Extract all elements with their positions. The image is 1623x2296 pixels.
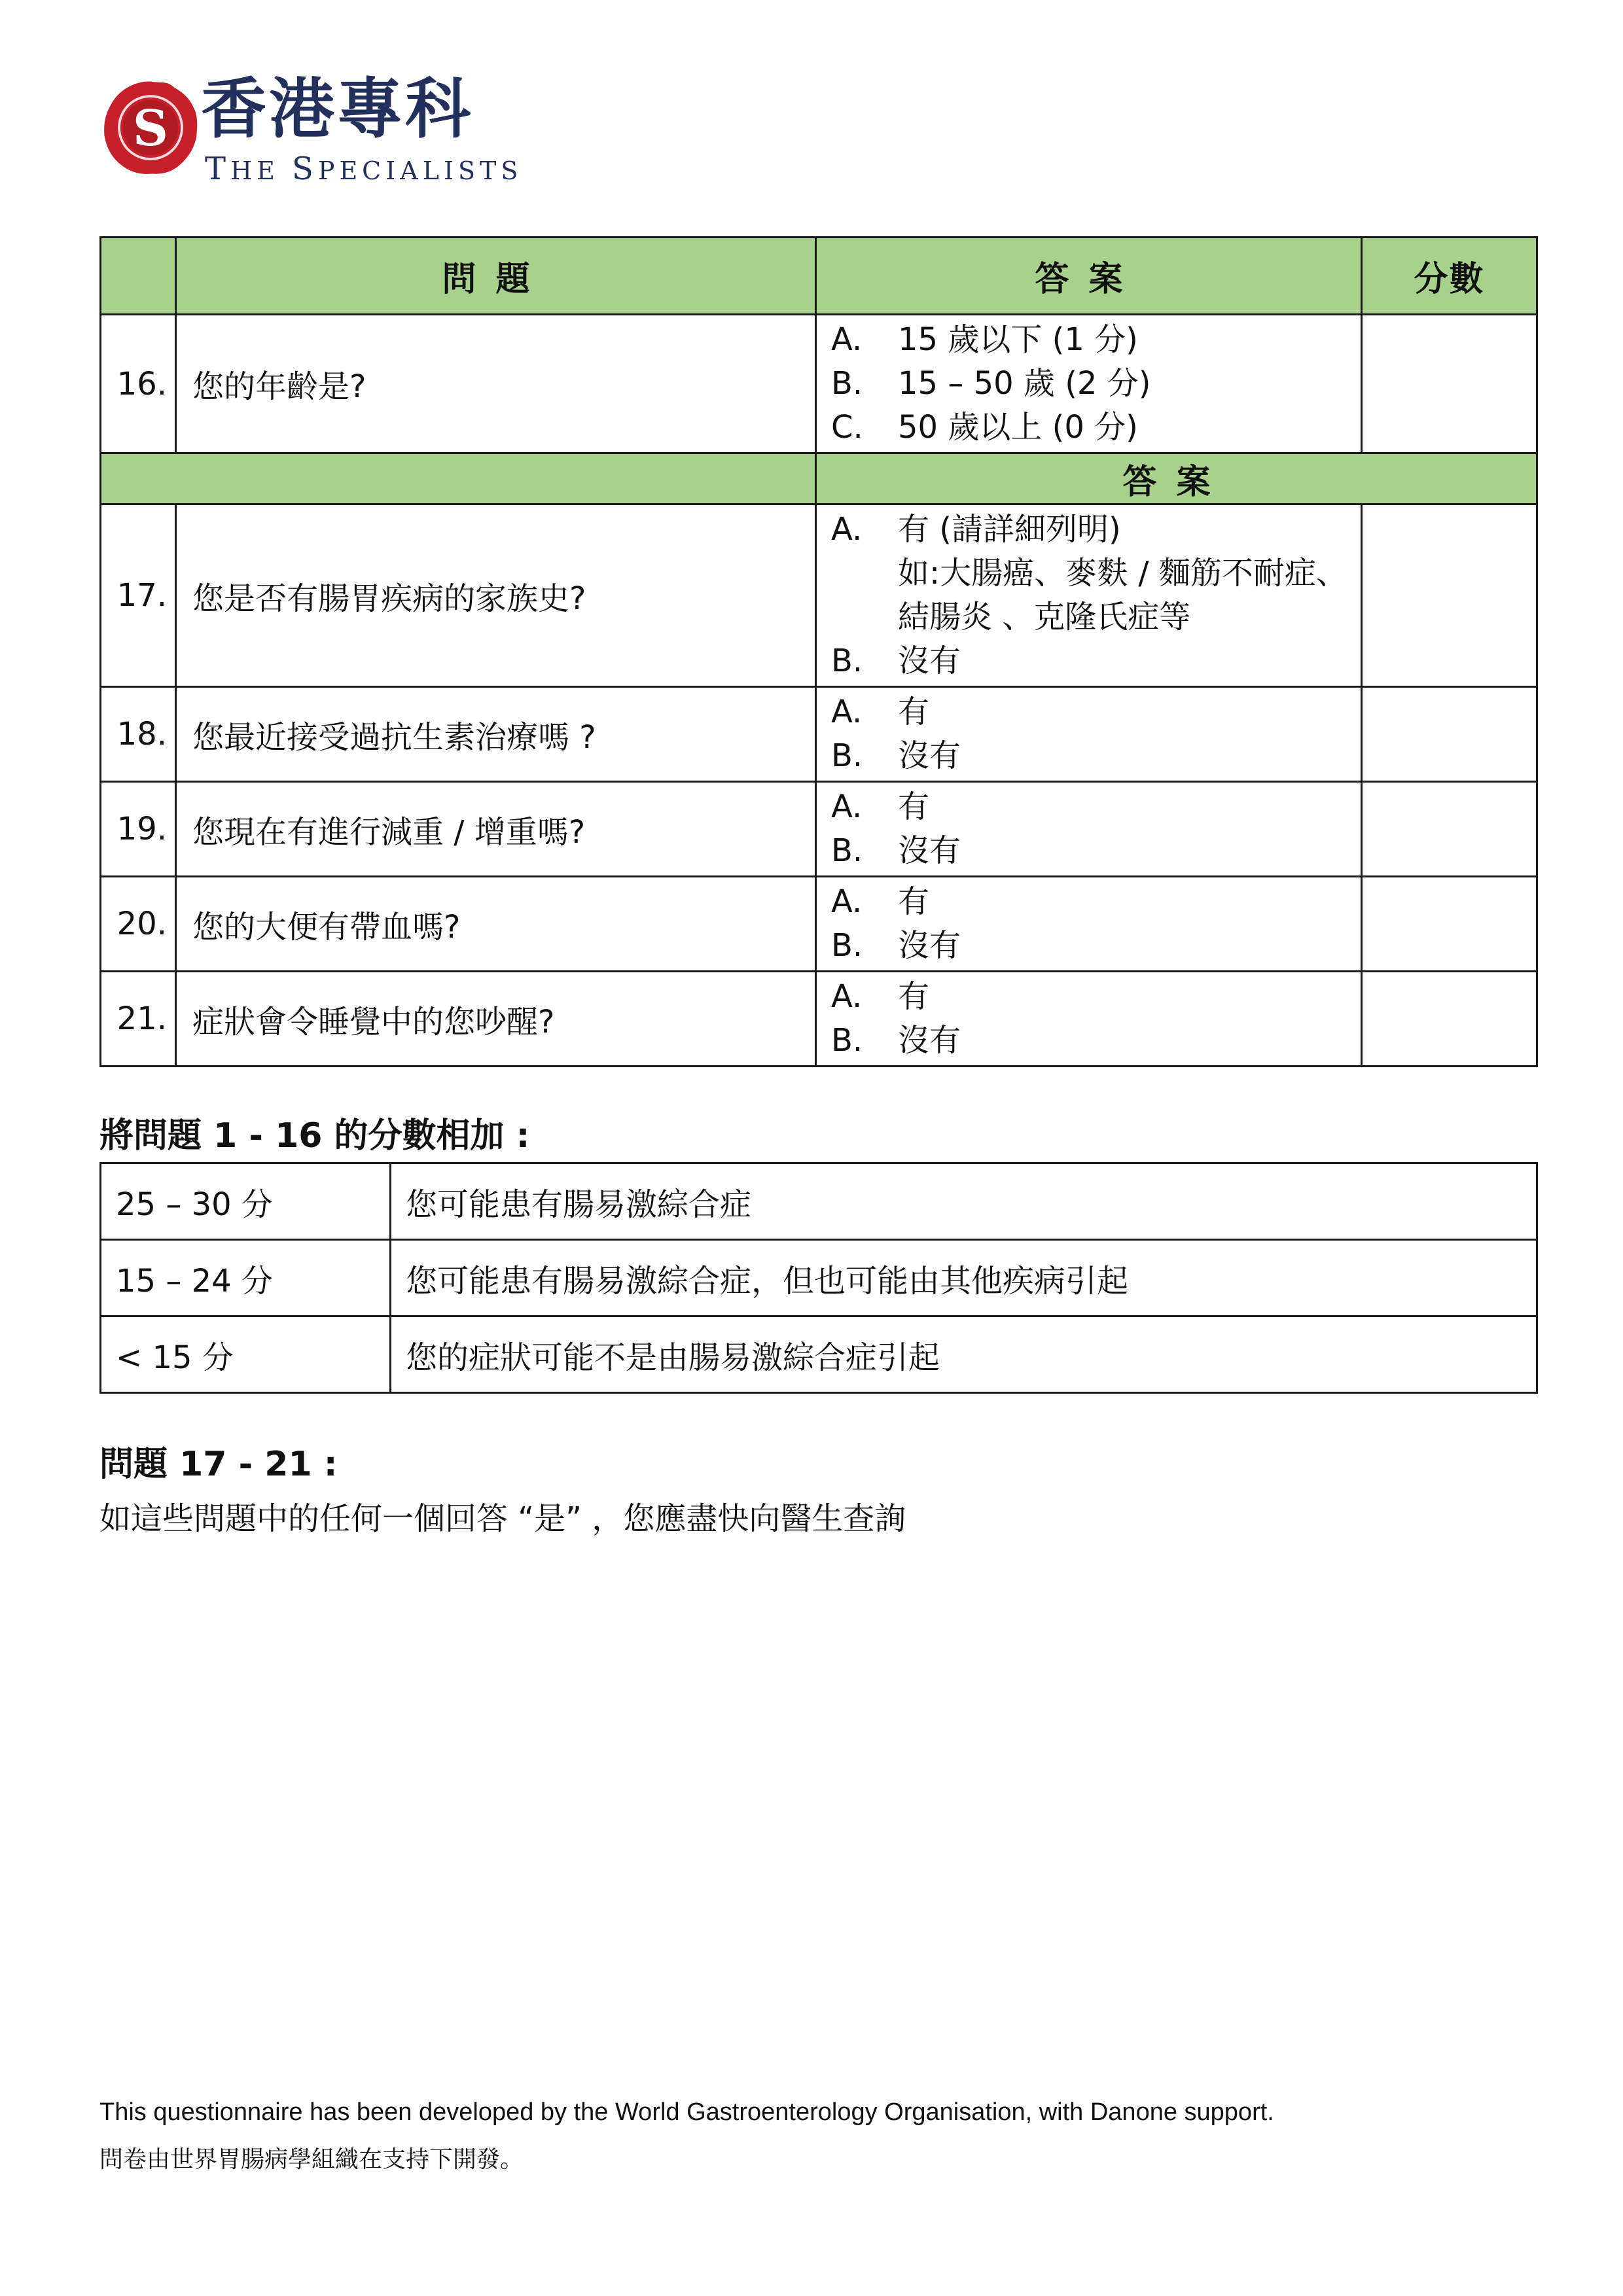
option-a-detail: 結腸炎 、克隆氏症等 [898,599,1191,635]
option-b[interactable]: B. 沒有 [831,1022,961,1059]
table-header-row [101,238,1537,315]
table-row [101,687,1537,782]
question-text: 您最近接受過抗生素治療嗎 ? [176,687,816,782]
score-meaning: 您的症狀可能不是由腸易激綜合症引起 [391,1316,1537,1393]
header-answer: 答案 [816,238,1362,315]
brand-name-cn: 香港專科 [201,70,473,147]
sub-header-blank [101,453,816,504]
table-row [101,877,1537,972]
option-a[interactable]: A. 15 歲以下 (1 分) [831,321,1138,358]
question-text: 您現在有進行減重 / 增重嗎? [176,782,816,877]
footer-english: This questionnaire has been developed by the World Gastroenterology Organisation, with Danone support. [99,2098,1274,2126]
option-b[interactable]: B. 沒有 [831,927,961,964]
score-cell[interactable] [1362,315,1537,453]
score-meaning: 您可能患有腸易激綜合症 [391,1163,1537,1240]
question-number: 16. [101,315,176,453]
option-a[interactable]: A. 有 [831,694,930,730]
svg-text:S: S [132,99,169,157]
q17-21-note: 如這些問題中的任何一個回答 “是” ，您應盡快向醫生查詢 [99,1500,906,1537]
score-cell[interactable] [1362,782,1537,877]
table-row [101,782,1537,877]
logo [101,70,523,187]
answer-options [816,877,1362,972]
score-range: 15 – 24 分 [101,1240,391,1316]
header-number-cell [101,238,176,315]
option-a-detail: 如:大腸癌、麥麩 / 麵筋不耐症、 [898,555,1347,592]
question-number: 19. [101,782,176,877]
sum-heading: 將問題 1 - 16 的分數相加 : [99,1116,530,1156]
option-b[interactable]: B. 15 – 50 歲 (2 分) [831,365,1151,402]
table-row [101,1240,1537,1316]
question-table [99,236,1538,1067]
option-a[interactable]: A. 有 [831,788,930,825]
option-b[interactable]: B. 沒有 [831,737,961,774]
option-a[interactable]: A. 有 (請詳細列明) [831,511,1121,548]
question-text: 您的年齡是? [176,315,816,453]
footer-chinese: 問卷由世界胃腸病學組織在支持下開發。 [99,2146,524,2173]
score-meaning: 您可能患有腸易激綜合症，但也可能由其他疾病引起 [391,1240,1537,1316]
table-row [101,315,1537,453]
score-interpretation-table [99,1162,1538,1394]
score-cell[interactable] [1362,972,1537,1067]
q17-21-heading: 問題 17 - 21 : [99,1445,338,1484]
sub-header-answer: 答案 [816,453,1537,504]
question-number: 17. [101,504,176,687]
option-b[interactable]: B. 沒有 [831,643,961,679]
answer-options [816,782,1362,877]
option-a[interactable]: A. 有 [831,978,930,1015]
option-c[interactable]: C. 50 歲以上 (0 分) [831,409,1138,446]
score-range: < 15 分 [101,1316,391,1393]
seal-logo-icon [101,79,200,177]
question-text: 症狀會令睡覺中的您吵醒? [176,972,816,1067]
answer-options [816,504,1362,687]
question-number: 18. [101,687,176,782]
answer-options [816,315,1362,453]
table-row [101,1316,1537,1393]
header-question: 問題 [176,238,816,315]
brand-name-en: THE SPECIALISTS [205,150,523,187]
question-number: 21. [101,972,176,1067]
question-text: 您的大便有帶血嗎? [176,877,816,972]
option-b[interactable]: B. 沒有 [831,832,961,869]
table-row [101,1163,1537,1240]
question-text: 您是否有腸胃疾病的家族史? [176,504,816,687]
header-score: 分數 [1362,238,1537,315]
table-row [101,972,1537,1067]
answer-options [816,972,1362,1067]
score-cell[interactable] [1362,504,1537,687]
score-cell[interactable] [1362,877,1537,972]
score-range: 25 – 30 分 [101,1163,391,1240]
table-row [101,504,1537,687]
question-number: 20. [101,877,176,972]
option-a[interactable]: A. 有 [831,883,930,920]
answer-options [816,687,1362,782]
score-cell[interactable] [1362,687,1537,782]
sub-header-row [101,453,1537,504]
